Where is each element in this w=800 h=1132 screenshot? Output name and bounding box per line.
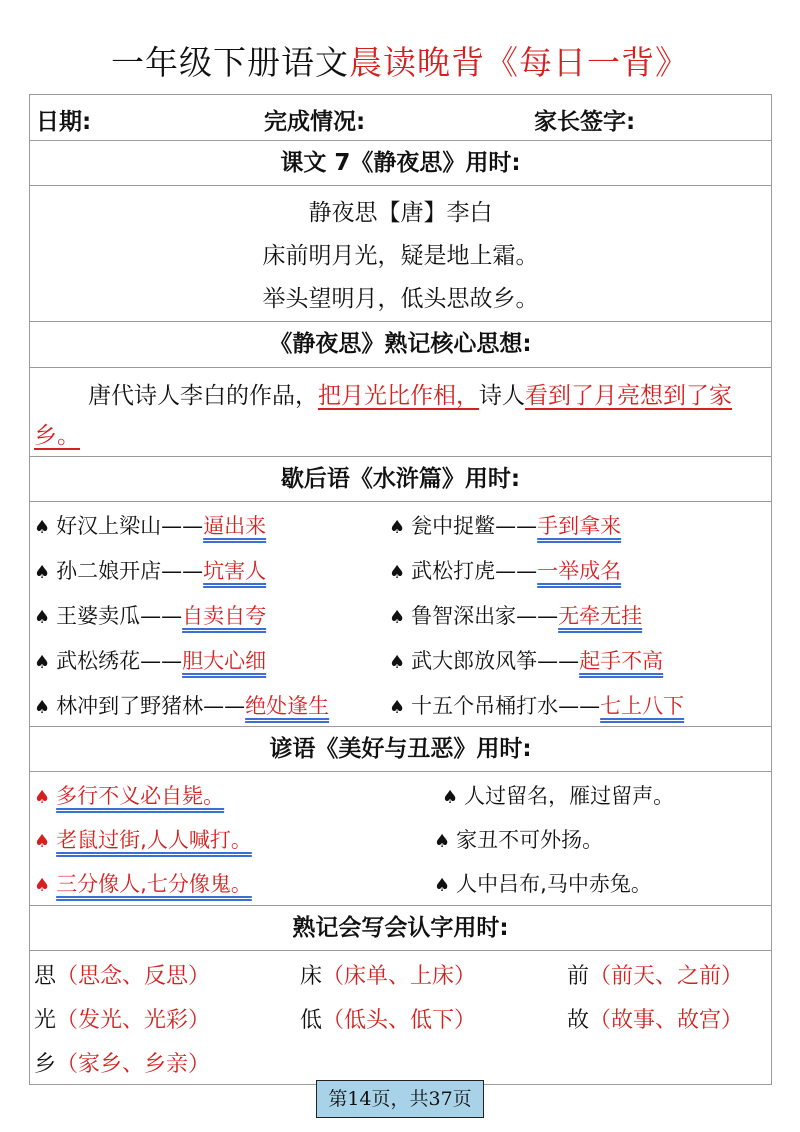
xiehouyu-answer: 逼出来 bbox=[203, 514, 267, 538]
char-glyph: 低 bbox=[300, 1008, 323, 1033]
xiehouyu-question: 武松绣花—— bbox=[56, 649, 183, 673]
char-item bbox=[300, 959, 476, 990]
xiehouyu-item bbox=[34, 600, 266, 630]
proverb-text: 多行不义必自毙。 bbox=[56, 784, 225, 808]
xiehouyu-grid bbox=[30, 502, 771, 727]
xiehouyu-answer: 坑害人 bbox=[203, 559, 267, 583]
xiehouyu-answer: 无牵无挂 bbox=[558, 604, 643, 628]
chars-grid bbox=[30, 951, 771, 1085]
char-item bbox=[567, 1003, 743, 1034]
xiehouyu-question: 鲁智深出家—— bbox=[411, 604, 559, 628]
spade-icon: ♠ bbox=[389, 607, 406, 628]
xiehouyu-question: 武大郎放风筝—— bbox=[411, 649, 580, 673]
xiehouyu-answer: 一举成名 bbox=[537, 559, 622, 583]
core-text-1: 唐代诗人李白的作品， bbox=[88, 383, 318, 409]
xiehouyu-item bbox=[389, 645, 663, 675]
xiehouyu-answer: 起手不高 bbox=[579, 649, 664, 673]
parent-sign-label: 家长签字: bbox=[534, 109, 636, 135]
proverb-right-item bbox=[434, 824, 603, 854]
core-paragraph bbox=[30, 368, 771, 457]
proverb-right-item bbox=[442, 780, 674, 810]
chars-section-header: 熟记会写会认字用时: bbox=[30, 906, 771, 951]
core-section-header: 《静夜思》熟记核心思想: bbox=[30, 322, 771, 368]
spade-icon: ♠ bbox=[389, 517, 406, 538]
spade-icon: ♠ bbox=[34, 562, 51, 583]
xiehouyu-item bbox=[389, 555, 621, 585]
char-words: （家乡、乡亲） bbox=[56, 1052, 211, 1077]
char-item bbox=[567, 959, 743, 990]
spade-icon: ♠ bbox=[34, 652, 51, 673]
char-words: （发光、光彩） bbox=[56, 1008, 211, 1033]
poem-line-2: 举头望明月，低头思故乡。 bbox=[262, 286, 539, 312]
char-glyph: 床 bbox=[300, 964, 323, 989]
xiehouyu-answer: 七上八下 bbox=[600, 694, 685, 718]
proverb-text: 人过留名，雁过留声。 bbox=[464, 784, 675, 808]
spade-icon: ♠ bbox=[434, 831, 451, 852]
poem-line-1: 床前明月光，疑是地上霜。 bbox=[262, 243, 539, 269]
xiehouyu-answer: 手到拿来 bbox=[537, 514, 622, 538]
char-words: （低头、低下） bbox=[322, 1008, 477, 1033]
xiehouyu-item bbox=[34, 690, 329, 720]
char-glyph: 光 bbox=[34, 1008, 57, 1033]
proverb-left-item bbox=[34, 868, 252, 898]
info-row bbox=[30, 95, 771, 141]
char-glyph: 思 bbox=[34, 964, 57, 989]
proverb-left-item bbox=[34, 780, 224, 810]
spade-icon: ♠ bbox=[34, 787, 51, 808]
spade-icon: ♠ bbox=[34, 607, 51, 628]
title-red: 晨读晚背《每日一背》 bbox=[349, 43, 689, 82]
core-red-1: 把月光比作相， bbox=[318, 383, 479, 409]
char-item bbox=[34, 1003, 210, 1034]
poem-block bbox=[30, 186, 771, 322]
core-red-2b: 到了家乡。 bbox=[34, 383, 732, 449]
poem-heading: 静夜思【唐】李白 bbox=[308, 200, 493, 226]
xiehouyu-question: 孙二娘开店—— bbox=[56, 559, 204, 583]
proverb-text: 家丑不可外扬。 bbox=[456, 828, 604, 852]
xiehouyu-answer: 胆大心细 bbox=[182, 649, 267, 673]
xiehouyu-item bbox=[34, 645, 266, 675]
char-item bbox=[34, 959, 210, 990]
spade-icon: ♠ bbox=[34, 831, 51, 852]
char-words: （故事、故宫） bbox=[589, 1008, 744, 1033]
xiehouyu-question: 武松打虎—— bbox=[411, 559, 538, 583]
proverb-right-item bbox=[434, 868, 652, 898]
proverb-grid bbox=[30, 772, 771, 906]
spade-icon: ♠ bbox=[442, 787, 459, 808]
char-glyph: 乡 bbox=[34, 1052, 57, 1077]
char-words: （床单、上床） bbox=[322, 964, 477, 989]
xiehouyu-item bbox=[389, 510, 621, 540]
worksheet bbox=[29, 94, 772, 1085]
char-words: （思念、反思） bbox=[56, 964, 211, 989]
spade-icon: ♠ bbox=[34, 875, 51, 896]
proverb-text: 人中吕布,马中赤兔。 bbox=[456, 872, 652, 896]
xiehouyu-question: 王婆卖瓜—— bbox=[56, 604, 183, 628]
xiehouyu-item bbox=[34, 555, 266, 585]
status-label: 完成情况: bbox=[264, 109, 366, 135]
proverb-section-header: 谚语《美好与丑恶》用时: bbox=[30, 727, 771, 772]
page-title bbox=[0, 38, 800, 88]
xiehouyu-question: 十五个吊桶打水—— bbox=[411, 694, 601, 718]
char-item bbox=[34, 1047, 210, 1078]
char-words: （前天、之前） bbox=[589, 964, 744, 989]
xiehouyu-item bbox=[389, 600, 642, 630]
core-text-2: 诗人 bbox=[479, 383, 525, 409]
spade-icon: ♠ bbox=[34, 517, 51, 538]
xiehouyu-question: 瓮中捉鳖—— bbox=[411, 514, 538, 538]
spade-icon: ♠ bbox=[389, 652, 406, 673]
char-glyph: 前 bbox=[567, 964, 590, 989]
xiehouyu-question: 好汉上梁山—— bbox=[56, 514, 204, 538]
xiehouyu-question: 林冲到了野猪林—— bbox=[56, 694, 246, 718]
spade-icon: ♠ bbox=[434, 875, 451, 896]
xiehouyu-item bbox=[34, 510, 266, 540]
spade-icon: ♠ bbox=[389, 697, 406, 718]
core-red-2a: 看到了月亮想 bbox=[525, 383, 663, 409]
xiehouyu-section-header: 歇后语《水浒篇》用时: bbox=[30, 457, 771, 502]
spade-icon: ♠ bbox=[389, 562, 406, 583]
page-number-footer: 第14页，共37页 bbox=[316, 1080, 484, 1118]
xiehouyu-item bbox=[389, 690, 684, 720]
poem-section-header: 课文 7《静夜思》用时: bbox=[30, 141, 771, 186]
char-item bbox=[300, 1003, 476, 1034]
date-label: 日期: bbox=[36, 109, 92, 135]
xiehouyu-answer: 自卖自夸 bbox=[182, 604, 267, 628]
proverb-text: 老鼠过街,人人喊打。 bbox=[56, 828, 252, 852]
char-glyph: 故 bbox=[567, 1008, 590, 1033]
proverb-left-item bbox=[34, 824, 252, 854]
proverb-text: 三分像人,七分像鬼。 bbox=[56, 872, 252, 896]
xiehouyu-answer: 绝处逢生 bbox=[245, 694, 330, 718]
spade-icon: ♠ bbox=[34, 697, 51, 718]
title-black: 一年级下册语文 bbox=[111, 43, 349, 82]
